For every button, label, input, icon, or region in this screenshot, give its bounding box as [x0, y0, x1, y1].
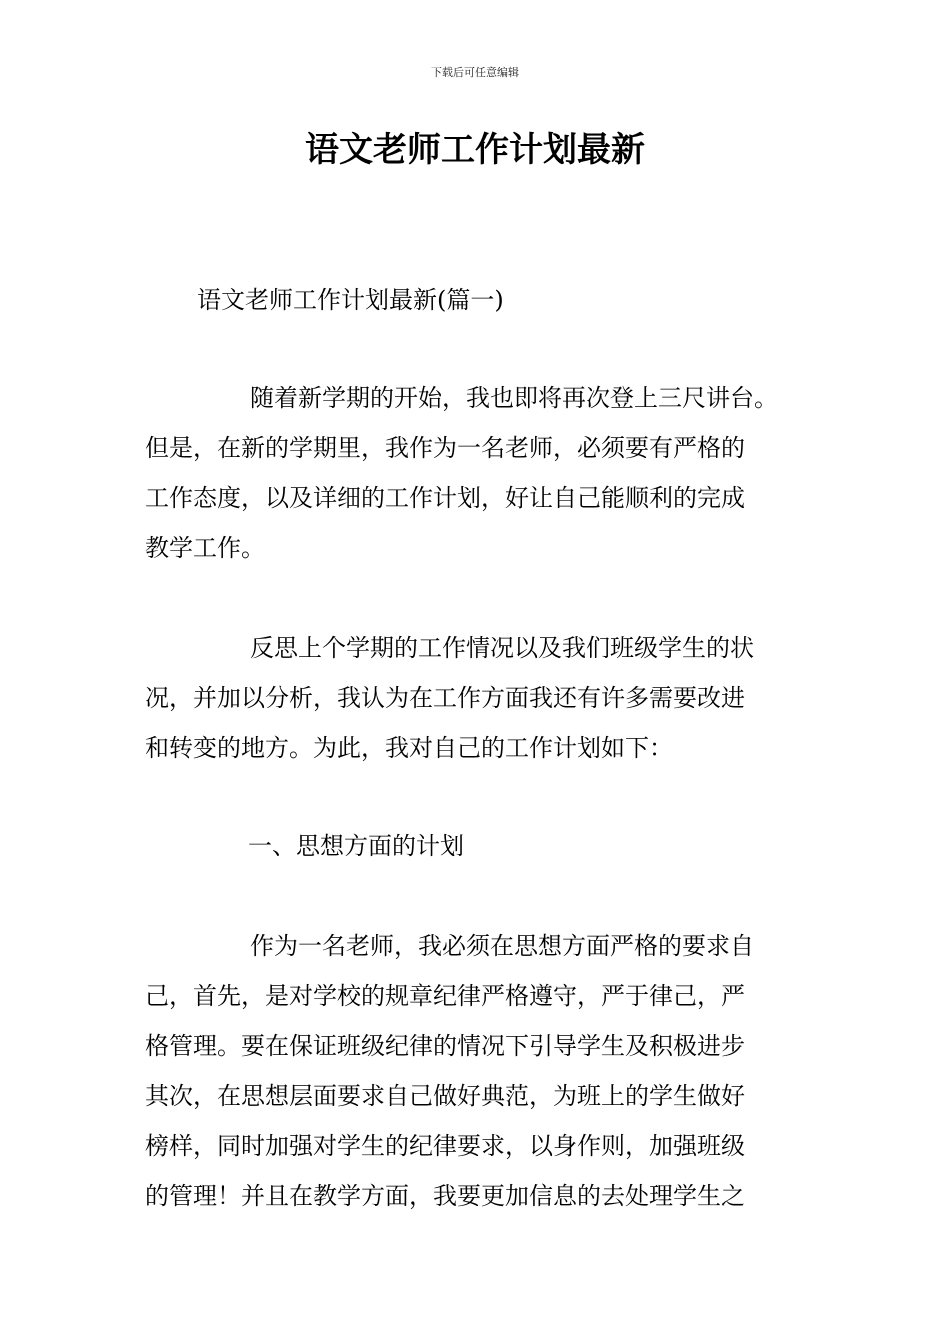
paragraph-line: 榜样，同时加强对学生的纪律要求，以身作则，加强班级	[145, 1132, 745, 1160]
section-heading-part1: 语文老师工作计划最新(篇一)	[197, 286, 504, 314]
paragraph-line: 作为一名老师，我必须在思想方面严格的要求自	[250, 932, 754, 960]
paragraph-line: 况，并加以分析，我认为在工作方面我还有许多需要改进	[145, 684, 745, 712]
paragraph-line: 己，首先，是对学校的规章纪律严格遵守，严于律己，严	[145, 982, 745, 1010]
header-note: 下载后可任意编辑	[431, 66, 519, 79]
paragraph-line: 的管理！并且在教学方面，我要更加信息的去处理学生之	[145, 1182, 745, 1210]
paragraph-line: 随着新学期的开始，我也即将再次登上三尺讲台。	[250, 384, 778, 412]
paragraph-line: 反思上个学期的工作情况以及我们班级学生的状	[250, 634, 754, 662]
paragraph-line: 教学工作。	[145, 534, 265, 562]
paragraph-line: 其次，在思想层面要求自己做好典范，为班上的学生做好	[145, 1082, 745, 1110]
paragraph-line: 格管理。要在保证班级纪律的情况下引导学生及积极进步	[145, 1032, 745, 1060]
paragraph-line: 但是，在新的学期里，我作为一名老师，必须要有严格的	[145, 434, 745, 462]
paragraph-line: 工作态度，以及详细的工作计划，好让自己能顺利的完成	[145, 484, 745, 512]
paragraph-line: 和转变的地方。为此，我对自己的工作计划如下：	[145, 734, 673, 762]
document-title: 语文老师工作计划最新	[305, 130, 645, 170]
subsection-heading: 一、思想方面的计划	[248, 832, 464, 860]
